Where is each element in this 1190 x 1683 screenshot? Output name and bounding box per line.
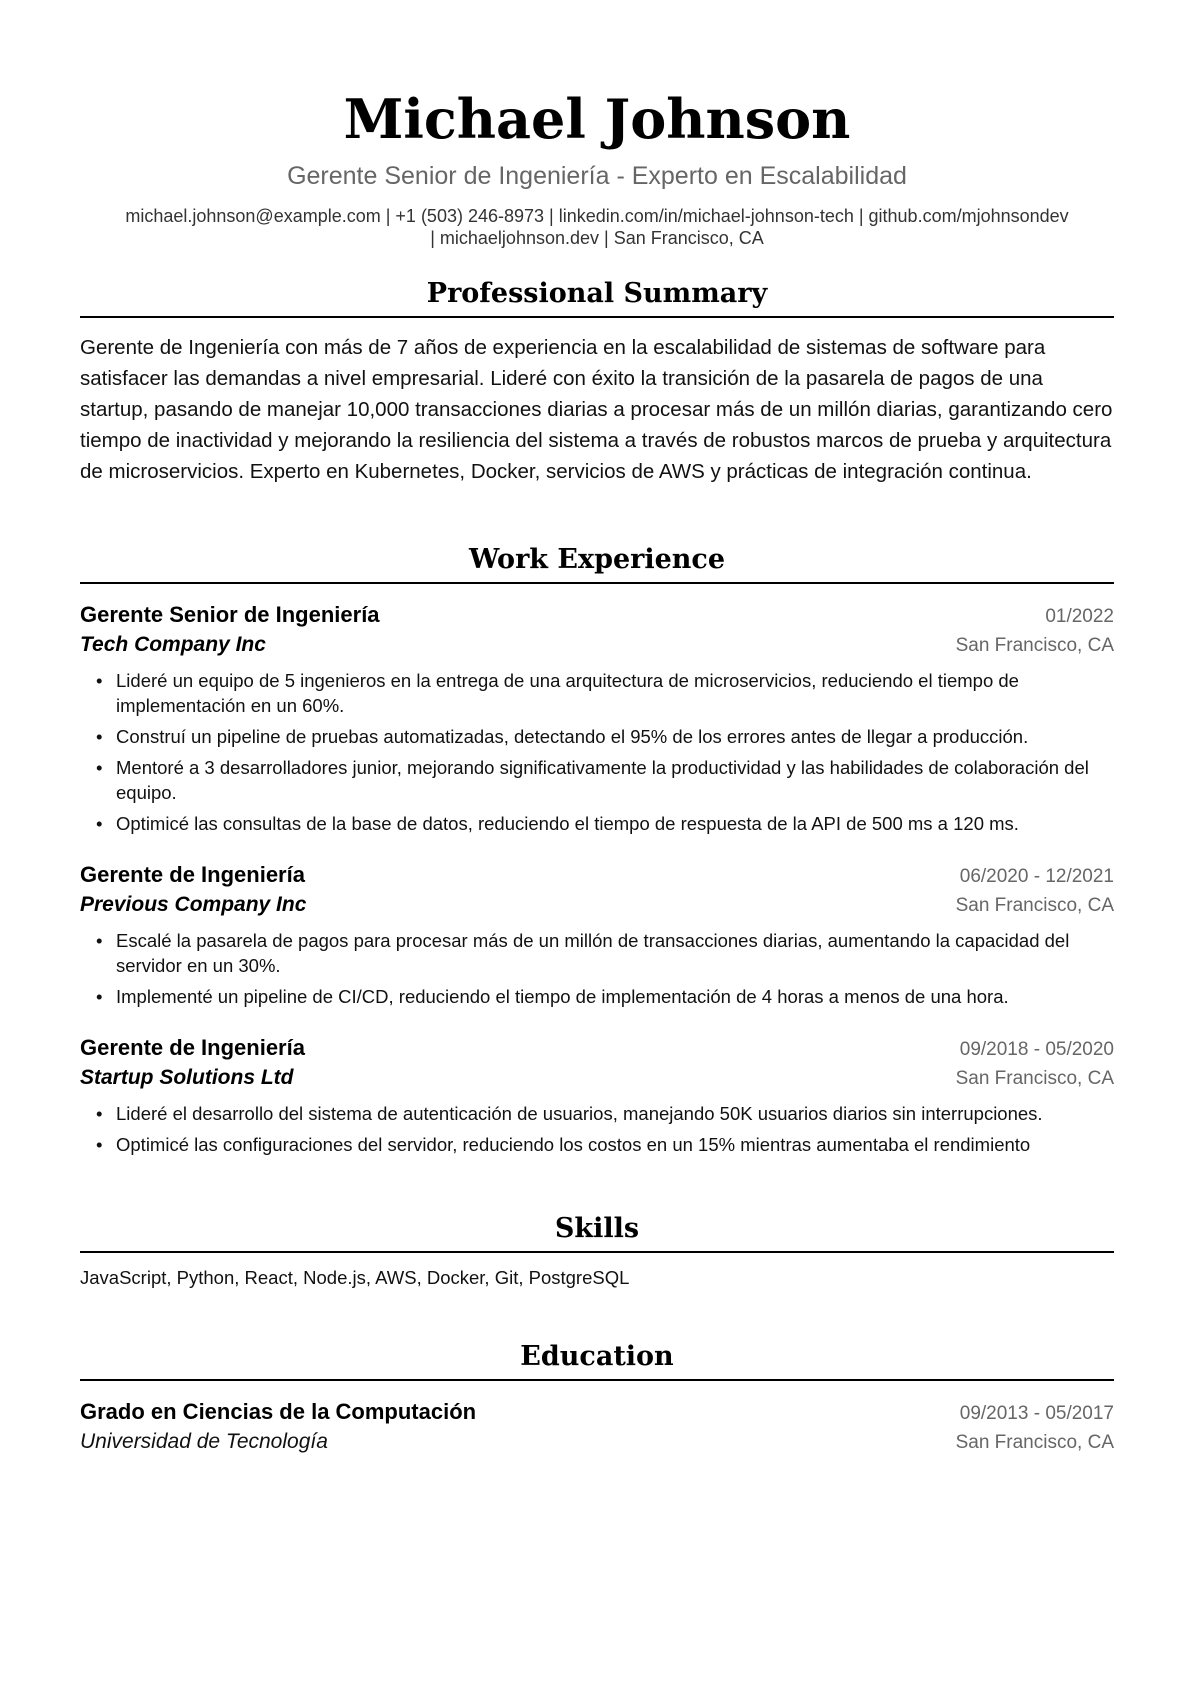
job-entry — [80, 600, 1114, 836]
job-bullet: • Escalé la pasarela de pagos para procesar más de un millón de transacciones diarias, aumentando la capacidad del servidor en un 30%. — [116, 928, 1114, 978]
education-title: Education — [80, 1339, 1114, 1381]
school-name: Universidad de Tecnología — [80, 1430, 328, 1453]
job-title: Gerente de Ingeniería — [80, 862, 305, 887]
contact-line-2: | michaeljohnson.dev | San Francisco, CA — [430, 228, 764, 248]
job-date: 09/2018 - 05/2020 — [959, 1039, 1114, 1060]
summary-section — [80, 276, 1114, 487]
job-location: San Francisco, CA — [955, 895, 1114, 916]
education-location: San Francisco, CA — [955, 1432, 1114, 1453]
job-title: Gerente Senior de Ingeniería — [80, 602, 380, 627]
job-header-row — [80, 600, 1114, 631]
summary-title: Professional Summary — [80, 276, 1114, 318]
education-date: 09/2013 - 05/2017 — [959, 1403, 1114, 1424]
job-bullet: • Implementé un pipeline de CI/CD, reduciendo el tiempo de implementación de 4 horas a menos de una hora. — [116, 984, 1114, 1009]
job-bullet: • Optimicé las consultas de la base de datos, reduciendo el tiempo de respuesta de la API de 500 ms a 120 ms. — [116, 811, 1114, 836]
job-company: Startup Solutions Ltd — [80, 1066, 294, 1089]
job-company-row — [80, 891, 1114, 920]
job-title: Gerente de Ingeniería — [80, 1035, 305, 1060]
job-bullet: • Optimicé las configuraciones del servidor, reduciendo los costos en un 15% mientras aumentaba el rendimiento — [116, 1132, 1114, 1157]
job-header-row — [80, 1033, 1114, 1064]
education-entry — [80, 1397, 1114, 1457]
job-entry — [80, 860, 1114, 1009]
job-header-row — [80, 860, 1114, 891]
job-company-row — [80, 1064, 1114, 1093]
job-company-row — [80, 631, 1114, 660]
job-bullet: • Mentoré a 3 desarrolladores junior, mejorando significativamente la productividad y las habilidades de colaboración del equipo. — [116, 755, 1114, 805]
job-bullets — [80, 928, 1114, 1009]
candidate-subtitle: Gerente Senior de Ingeniería - Experto en Escalabilidad — [287, 162, 907, 190]
job-location: San Francisco, CA — [955, 635, 1114, 656]
resume-header — [80, 0, 1114, 249]
job-bullet: • Lideré un equipo de 5 ingenieros en la entrega de una arquitectura de microservicios, reduciendo el tiempo de implementación en un 60%. — [116, 668, 1114, 718]
job-bullet: • Construí un pipeline de pruebas automatizadas, detectando el 95% de los errores antes de llegar a producción. — [116, 724, 1114, 749]
job-date: 01/2022 — [1045, 606, 1114, 627]
job-company: Previous Company Inc — [80, 893, 307, 916]
job-entry — [80, 1033, 1114, 1157]
degree-title: Grado en Ciencias de la Computación — [80, 1399, 477, 1424]
job-company: Tech Company Inc — [80, 633, 266, 656]
education-header-row — [80, 1397, 1114, 1428]
contact-line-1: michael.johnson@example.com | +1 (503) 246-8973 | linkedin.com/in/michael-johnson-tech | github.com/mjohnsondev — [125, 206, 1069, 226]
job-date: 06/2020 - 12/2021 — [959, 866, 1114, 887]
skills-list: JavaScript, Python, React, Node.js, AWS, Docker, Git, PostgreSQL — [80, 1267, 630, 1288]
job-bullets — [80, 668, 1114, 836]
resume-page — [80, 0, 1114, 1453]
candidate-name: Michael Johnson — [343, 87, 851, 151]
skills-title: Skills — [80, 1211, 1114, 1253]
experience-title: Work Experience — [80, 542, 1114, 584]
job-location: San Francisco, CA — [955, 1068, 1114, 1089]
job-bullets — [80, 1101, 1114, 1157]
education-school-row — [80, 1428, 1114, 1457]
job-bullet: • Lideré el desarrollo del sistema de autenticación de usuarios, manejando 50K usuarios diarios sin interrupciones. — [116, 1101, 1114, 1126]
education-section — [80, 1339, 1114, 1457]
skills-section — [80, 1211, 1114, 1291]
contact-info — [80, 205, 1114, 249]
summary-text: Gerente de Ingeniería con más de 7 años de experiencia en la escalabilidad de sistemas de software para satisfacer las demandas a nivel empresarial. Lideré con éxito la transición de la pasarela de pagos de una startup, pasando de manejar 10,000 transacciones diarias a procesar más de un millón diarias, garantizando cero tiempo de inactividad y mejorando la resiliencia del sistema a través de robustos marcos de prueba y arquitectura de microservicios. Experto en Kubernetes, Docker, servicios de AWS y prácticas de integración continua. — [80, 336, 1113, 483]
experience-section — [80, 542, 1114, 1163]
